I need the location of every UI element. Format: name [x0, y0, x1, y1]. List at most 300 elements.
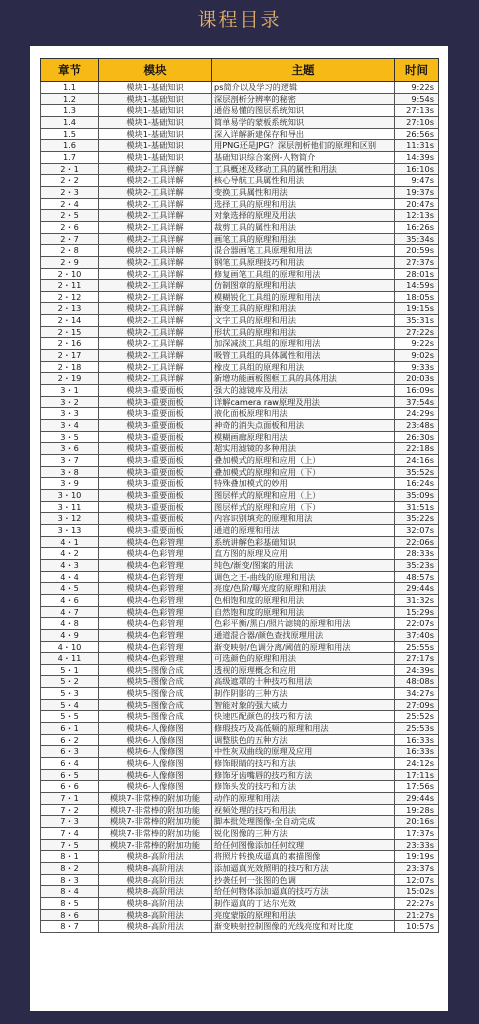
- table-row: [41, 559, 439, 571]
- cell-topic: ps简介以及学习的逻辑: [212, 82, 395, 94]
- cell-module: 模块2-工具详解: [99, 338, 212, 350]
- cell-module: 模块3-重要面板: [99, 489, 212, 501]
- cell-time: 9:22s: [395, 82, 439, 94]
- header-chapter: 章节: [41, 59, 99, 82]
- cell-chapter: 4・3: [41, 559, 99, 571]
- cell-topic: 特殊叠加模式的妙用: [212, 478, 395, 490]
- cell-topic: 工具概述及移动工具的属性和用法: [212, 163, 395, 175]
- cell-chapter: 2・6: [41, 221, 99, 233]
- table-row: [41, 361, 439, 373]
- cell-chapter: 8・4: [41, 886, 99, 898]
- table-row: [41, 478, 439, 490]
- cell-time: 25:52s: [395, 711, 439, 723]
- cell-time: 35:52s: [395, 466, 439, 478]
- cell-topic: 添加逼真光效照明的技巧和方法: [212, 862, 395, 874]
- table-row: [41, 93, 439, 105]
- cell-chapter: 3・4: [41, 420, 99, 432]
- cell-module: 模块2-工具详解: [99, 315, 212, 327]
- cell-chapter: 2・8: [41, 245, 99, 257]
- cell-chapter: 2・13: [41, 303, 99, 315]
- cell-topic: 内容识别填充的原理和用法: [212, 513, 395, 525]
- cell-module: 模块4-色彩管理: [99, 606, 212, 618]
- cell-time: 27:22s: [395, 326, 439, 338]
- table-row: [41, 711, 439, 723]
- cell-chapter: 4・7: [41, 606, 99, 618]
- cell-topic: 渐变工具的原理和用法: [212, 303, 395, 315]
- cell-module: 模块3-重要面板: [99, 396, 212, 408]
- cell-topic: 形状工具的原理和用法: [212, 326, 395, 338]
- cell-module: 模块4-色彩管理: [99, 559, 212, 571]
- cell-topic: 通俗易懂的图层系统知识: [212, 105, 395, 117]
- cell-topic: 叠加模式的原理和应用（上）: [212, 455, 395, 467]
- table-row: [41, 909, 439, 921]
- cell-module: 模块2-工具详解: [99, 245, 212, 257]
- cell-module: 模块4-色彩管理: [99, 653, 212, 665]
- table-row: [41, 804, 439, 816]
- cell-module: 模块2-工具详解: [99, 175, 212, 187]
- cell-chapter: 5・2: [41, 676, 99, 688]
- cell-time: 16:33s: [395, 746, 439, 758]
- cell-chapter: 1.2: [41, 93, 99, 105]
- cell-time: 14:39s: [395, 151, 439, 163]
- table-row: [41, 408, 439, 420]
- cell-module: 模块7-非常棒的附加功能: [99, 793, 212, 805]
- cell-module: 模块1-基础知识: [99, 128, 212, 140]
- table-row: [41, 699, 439, 711]
- cell-module: 模块5-图像合成: [99, 711, 212, 723]
- cell-chapter: 2・2: [41, 175, 99, 187]
- cell-chapter: 8・6: [41, 909, 99, 921]
- cell-module: 模块6-人像修图: [99, 769, 212, 781]
- cell-chapter: 8・1: [41, 851, 99, 863]
- cell-time: 19:19s: [395, 851, 439, 863]
- cell-chapter: 3・6: [41, 443, 99, 455]
- cell-topic: 自然饱和度的原理和用法: [212, 606, 395, 618]
- cell-chapter: 2・15: [41, 326, 99, 338]
- cell-module: 模块4-色彩管理: [99, 548, 212, 560]
- cell-topic: 可选颜色的原理和用法: [212, 653, 395, 665]
- cell-topic: 抄袭任何一张图的色调: [212, 874, 395, 886]
- cell-topic: 调整肤色的五种方法: [212, 734, 395, 746]
- cell-chapter: 2・11: [41, 280, 99, 292]
- cell-module: 模块5-图像合成: [99, 676, 212, 688]
- cell-topic: 高级遮罩的十种技巧和用法: [212, 676, 395, 688]
- cell-module: 模块3-重要面板: [99, 524, 212, 536]
- cell-chapter: 5・4: [41, 699, 99, 711]
- cell-module: 模块2-工具详解: [99, 303, 212, 315]
- cell-chapter: 2・7: [41, 233, 99, 245]
- cell-time: 32:07s: [395, 524, 439, 536]
- cell-module: 模块4-色彩管理: [99, 629, 212, 641]
- cell-time: 19:28s: [395, 804, 439, 816]
- cell-time: 22:06s: [395, 536, 439, 548]
- cell-chapter: 1.1: [41, 82, 99, 94]
- cell-chapter: 2・12: [41, 291, 99, 303]
- cell-time: 28:01s: [395, 268, 439, 280]
- table-row: [41, 210, 439, 222]
- cell-time: 9:22s: [395, 338, 439, 350]
- cell-topic: 画笔工具的原理和用法: [212, 233, 395, 245]
- cell-topic: 模糊画廊原理和用法: [212, 431, 395, 443]
- table-row: [41, 828, 439, 840]
- table-row: [41, 641, 439, 653]
- cell-module: 模块1-基础知识: [99, 140, 212, 152]
- cell-topic: 橡皮工具组的原理和用法: [212, 361, 395, 373]
- cell-topic: 选择工具的原理和用法: [212, 198, 395, 210]
- cell-chapter: 3・2: [41, 396, 99, 408]
- cell-time: 27:13s: [395, 105, 439, 117]
- cell-topic: 通道的原理和用法: [212, 524, 395, 536]
- cell-module: 模块6-人像修图: [99, 734, 212, 746]
- table-row: [41, 338, 439, 350]
- cell-topic: 亮度蒙版的原理和用法: [212, 909, 395, 921]
- table-row: [41, 82, 439, 94]
- table-row: [41, 781, 439, 793]
- cell-time: 12:13s: [395, 210, 439, 222]
- cell-chapter: 6・4: [41, 758, 99, 770]
- cell-topic: 强大的滤镜库及用法: [212, 385, 395, 397]
- cell-topic: 动作的原理和用法: [212, 793, 395, 805]
- table-row: [41, 524, 439, 536]
- cell-time: 9:33s: [395, 361, 439, 373]
- cell-module: 模块8-高阶用法: [99, 897, 212, 909]
- table-row: [41, 280, 439, 292]
- cell-chapter: 2・5: [41, 210, 99, 222]
- cell-time: 23:48s: [395, 420, 439, 432]
- cell-time: 10:57s: [395, 921, 439, 933]
- cell-module: 模块2-工具详解: [99, 186, 212, 198]
- cell-module: 模块7-非常棒的附加功能: [99, 828, 212, 840]
- cell-topic: 制作阴影的三种方法: [212, 688, 395, 700]
- cell-topic: 吸管工具组的具体属性和用法: [212, 350, 395, 362]
- cell-chapter: 1.7: [41, 151, 99, 163]
- cell-topic: 混合器画笔工具原理和用法: [212, 245, 395, 257]
- table-row: [41, 723, 439, 735]
- cell-topic: 核心导航工具属性和用法: [212, 175, 395, 187]
- cell-time: 35:34s: [395, 233, 439, 245]
- cell-module: 模块2-工具详解: [99, 291, 212, 303]
- cell-topic: 色相饱和度的原理和用法: [212, 594, 395, 606]
- cell-topic: 修饰眼睛的技巧和方法: [212, 758, 395, 770]
- cell-module: 模块6-人像修图: [99, 781, 212, 793]
- cell-chapter: 7・5: [41, 839, 99, 851]
- cell-chapter: 3・12: [41, 513, 99, 525]
- cell-time: 35:31s: [395, 315, 439, 327]
- cell-topic: 修饰牙齿嘴唇的技巧和方法: [212, 769, 395, 781]
- table-row: [41, 501, 439, 513]
- cell-topic: 智能对象的强大威力: [212, 699, 395, 711]
- cell-time: 17:56s: [395, 781, 439, 793]
- cell-time: 20:16s: [395, 816, 439, 828]
- cell-chapter: 3・1: [41, 385, 99, 397]
- cell-time: 11:31s: [395, 140, 439, 152]
- table-row: [41, 769, 439, 781]
- cell-topic: 渐变映射/色调分离/阈值的原理和用法: [212, 641, 395, 653]
- cell-time: 24:29s: [395, 408, 439, 420]
- page-title: 课程目录: [197, 9, 282, 31]
- cell-module: 模块3-重要面板: [99, 420, 212, 432]
- cell-topic: 中性灰双曲线的原理及应用: [212, 746, 395, 758]
- cell-module: 模块2-工具详解: [99, 221, 212, 233]
- cell-chapter: 4・2: [41, 548, 99, 560]
- cell-module: 模块8-高阶用法: [99, 909, 212, 921]
- cell-time: 37:54s: [395, 396, 439, 408]
- cell-topic: 文字工具的原理和用法: [212, 315, 395, 327]
- cell-chapter: 3・9: [41, 478, 99, 490]
- cell-module: 模块2-工具详解: [99, 350, 212, 362]
- cell-chapter: 5・3: [41, 688, 99, 700]
- cell-chapter: 1.5: [41, 128, 99, 140]
- cell-module: 模块8-高阶用法: [99, 921, 212, 933]
- cell-module: 模块8-高阶用法: [99, 862, 212, 874]
- cell-topic: 加深减淡工具组的原理和用法: [212, 338, 395, 350]
- cell-time: 21:27s: [395, 909, 439, 921]
- cell-module: 模块6-人像修图: [99, 723, 212, 735]
- table-row: [41, 758, 439, 770]
- table-row: [41, 116, 439, 128]
- cell-time: 17:37s: [395, 828, 439, 840]
- cell-time: 19:37s: [395, 186, 439, 198]
- table-row: [41, 466, 439, 478]
- cell-topic: 液化面板原理和用法: [212, 408, 395, 420]
- cell-topic: 图层样式的原理和应用（下）: [212, 501, 395, 513]
- table-row: [41, 629, 439, 641]
- cell-topic: 快速匹配颜色的技巧和方法: [212, 711, 395, 723]
- table-row: [41, 350, 439, 362]
- cell-time: 9:54s: [395, 93, 439, 105]
- cell-topic: 给任何物体添加逼真的技巧方法: [212, 886, 395, 898]
- cell-chapter: 6・2: [41, 734, 99, 746]
- table-row: [41, 571, 439, 583]
- table-row: [41, 746, 439, 758]
- table-row: [41, 186, 439, 198]
- cell-time: 16:24s: [395, 478, 439, 490]
- cell-chapter: 1.3: [41, 105, 99, 117]
- cell-time: 23:33s: [395, 839, 439, 851]
- cell-module: 模块1-基础知识: [99, 151, 212, 163]
- cell-topic: 裁剪工具的属性和用法: [212, 221, 395, 233]
- cell-chapter: 8・2: [41, 862, 99, 874]
- cell-chapter: 2・18: [41, 361, 99, 373]
- table-row: [41, 594, 439, 606]
- cell-time: 35:22s: [395, 513, 439, 525]
- cell-chapter: 3・10: [41, 489, 99, 501]
- cell-module: 模块3-重要面板: [99, 408, 212, 420]
- table-row: [41, 105, 439, 117]
- table-row: [41, 455, 439, 467]
- table-row: [41, 688, 439, 700]
- cell-module: 模块2-工具详解: [99, 163, 212, 175]
- cell-chapter: 4・5: [41, 583, 99, 595]
- cell-chapter: 4・11: [41, 653, 99, 665]
- cell-chapter: 2・19: [41, 373, 99, 385]
- cell-module: 模块4-色彩管理: [99, 594, 212, 606]
- cell-topic: 新增功能画板图框工具的具体用法: [212, 373, 395, 385]
- cell-module: 模块5-图像合成: [99, 664, 212, 676]
- cell-module: 模块3-重要面板: [99, 513, 212, 525]
- table-row: [41, 128, 439, 140]
- table-row: [41, 897, 439, 909]
- cell-topic: 超实用滤镜的多种用法: [212, 443, 395, 455]
- cell-time: 24:39s: [395, 664, 439, 676]
- cell-time: 12:07s: [395, 874, 439, 886]
- table-row: [41, 245, 439, 257]
- cell-time: 26:30s: [395, 431, 439, 443]
- cell-module: 模块1-基础知识: [99, 82, 212, 94]
- cell-time: 48:57s: [395, 571, 439, 583]
- cell-module: 模块7-非常棒的附加功能: [99, 816, 212, 828]
- table-row: [41, 420, 439, 432]
- cell-time: 15:02s: [395, 886, 439, 898]
- header-module: 模块: [99, 59, 212, 82]
- cell-topic: 修饰头发的技巧和方法: [212, 781, 395, 793]
- cell-topic: 透视的原理概念和应用: [212, 664, 395, 676]
- cell-module: 模块3-重要面板: [99, 431, 212, 443]
- table-row: [41, 198, 439, 210]
- cell-topic: 模糊锐化工具组的原理和用法: [212, 291, 395, 303]
- cell-chapter: 7・3: [41, 816, 99, 828]
- cell-topic: 图层样式的原理和应用（上）: [212, 489, 395, 501]
- cell-time: 18:05s: [395, 291, 439, 303]
- table-row: [41, 221, 439, 233]
- cell-module: 模块7-非常棒的附加功能: [99, 804, 212, 816]
- cell-module: 模块6-人像修图: [99, 758, 212, 770]
- cell-chapter: 7・1: [41, 793, 99, 805]
- cell-time: 20:59s: [395, 245, 439, 257]
- table-row: [41, 163, 439, 175]
- cell-topic: 调色之王-曲线的原理和用法: [212, 571, 395, 583]
- cell-topic: 钢笔工具原理技巧和用法: [212, 256, 395, 268]
- cell-topic: 将照片转换成逼真的素描图像: [212, 851, 395, 863]
- table-row: [41, 326, 439, 338]
- cell-chapter: 7・4: [41, 828, 99, 840]
- cell-topic: 脚本批处理图像-全自动完成: [212, 816, 395, 828]
- cell-topic: 直方图的原理及应用: [212, 548, 395, 560]
- cell-time: 27:17s: [395, 653, 439, 665]
- cell-topic: 制作逼真的丁达尔光效: [212, 897, 395, 909]
- cell-chapter: 6・1: [41, 723, 99, 735]
- cell-chapter: 2・9: [41, 256, 99, 268]
- table-row: [41, 862, 439, 874]
- cell-time: 35:23s: [395, 559, 439, 571]
- cell-chapter: 3・7: [41, 455, 99, 467]
- cell-time: 24:16s: [395, 455, 439, 467]
- cell-chapter: 4・6: [41, 594, 99, 606]
- cell-time: 31:51s: [395, 501, 439, 513]
- table-row: [41, 886, 439, 898]
- cell-time: 31:32s: [395, 594, 439, 606]
- cell-topic: 简单易学的蒙板系统知识: [212, 116, 395, 128]
- table-row: [41, 793, 439, 805]
- cell-module: 模块6-人像修图: [99, 746, 212, 758]
- course-card: [30, 46, 448, 1011]
- cell-chapter: 3・11: [41, 501, 99, 513]
- cell-time: 14:59s: [395, 280, 439, 292]
- cell-module: 模块1-基础知识: [99, 93, 212, 105]
- table-row: [41, 874, 439, 886]
- cell-module: 模块3-重要面板: [99, 478, 212, 490]
- cell-chapter: 2・14: [41, 315, 99, 327]
- table-row: [41, 548, 439, 560]
- table-row: [41, 303, 439, 315]
- cell-module: 模块8-高阶用法: [99, 886, 212, 898]
- cell-topic: 修瑕技巧及高低频的原理和用法: [212, 723, 395, 735]
- cell-topic: 渐变映射控制图像的光线亮度和对比度: [212, 921, 395, 933]
- cell-time: 19:15s: [395, 303, 439, 315]
- cell-time: 37:40s: [395, 629, 439, 641]
- cell-chapter: 3・13: [41, 524, 99, 536]
- cell-time: 16:10s: [395, 163, 439, 175]
- cell-topic: 修复画笔工具组的原理和用法: [212, 268, 395, 280]
- table-row: [41, 431, 439, 443]
- cell-time: 9:02s: [395, 350, 439, 362]
- cell-chapter: 6・5: [41, 769, 99, 781]
- cell-module: 模块3-重要面板: [99, 455, 212, 467]
- cell-time: 27:09s: [395, 699, 439, 711]
- cell-topic: 通道混合器/颜色查找原理用法: [212, 629, 395, 641]
- course-table: [40, 58, 439, 933]
- cell-time: 34:27s: [395, 688, 439, 700]
- cell-module: 模块2-工具详解: [99, 361, 212, 373]
- cell-time: 24:12s: [395, 758, 439, 770]
- table-row: [41, 676, 439, 688]
- cell-module: 模块3-重要面板: [99, 443, 212, 455]
- cell-module: 模块5-图像合成: [99, 688, 212, 700]
- table-row: [41, 291, 439, 303]
- cell-time: 16:26s: [395, 221, 439, 233]
- cell-module: 模块8-高阶用法: [99, 851, 212, 863]
- table-row: [41, 921, 439, 933]
- cell-module: 模块3-重要面板: [99, 385, 212, 397]
- cell-module: 模块7-非常棒的附加功能: [99, 839, 212, 851]
- cell-time: 15:29s: [395, 606, 439, 618]
- table-row: [41, 816, 439, 828]
- table-row: [41, 618, 439, 630]
- table-row: [41, 396, 439, 408]
- table-row: [41, 664, 439, 676]
- table-row: [41, 443, 439, 455]
- cell-time: 27:37s: [395, 256, 439, 268]
- cell-chapter: 4・8: [41, 618, 99, 630]
- cell-topic: 锐化图像的三种方法: [212, 828, 395, 840]
- cell-chapter: 3・8: [41, 466, 99, 478]
- cell-topic: 给任何图像添加任何纹理: [212, 839, 395, 851]
- cell-time: 22:18s: [395, 443, 439, 455]
- cell-module: 模块2-工具详解: [99, 210, 212, 222]
- cell-topic: 仿制图章的原理和用法: [212, 280, 395, 292]
- table-row: [41, 536, 439, 548]
- cell-topic: 详解camera raw原理及用法: [212, 396, 395, 408]
- cell-topic: 视频处理的技巧和用法: [212, 804, 395, 816]
- table-row: [41, 315, 439, 327]
- table-row: [41, 151, 439, 163]
- cell-time: 25:53s: [395, 723, 439, 735]
- cell-chapter: 2・17: [41, 350, 99, 362]
- table-row: [41, 851, 439, 863]
- cell-chapter: 8・3: [41, 874, 99, 886]
- cell-time: 23:37s: [395, 862, 439, 874]
- cell-module: 模块2-工具详解: [99, 233, 212, 245]
- table-row: [41, 653, 439, 665]
- cell-chapter: 4・4: [41, 571, 99, 583]
- cell-module: 模块2-工具详解: [99, 280, 212, 292]
- cell-module: 模块2-工具详解: [99, 256, 212, 268]
- cell-time: 25:55s: [395, 641, 439, 653]
- cell-module: 模块2-工具详解: [99, 373, 212, 385]
- cell-time: 16:33s: [395, 734, 439, 746]
- cell-module: 模块4-色彩管理: [99, 536, 212, 548]
- table-row: [41, 373, 439, 385]
